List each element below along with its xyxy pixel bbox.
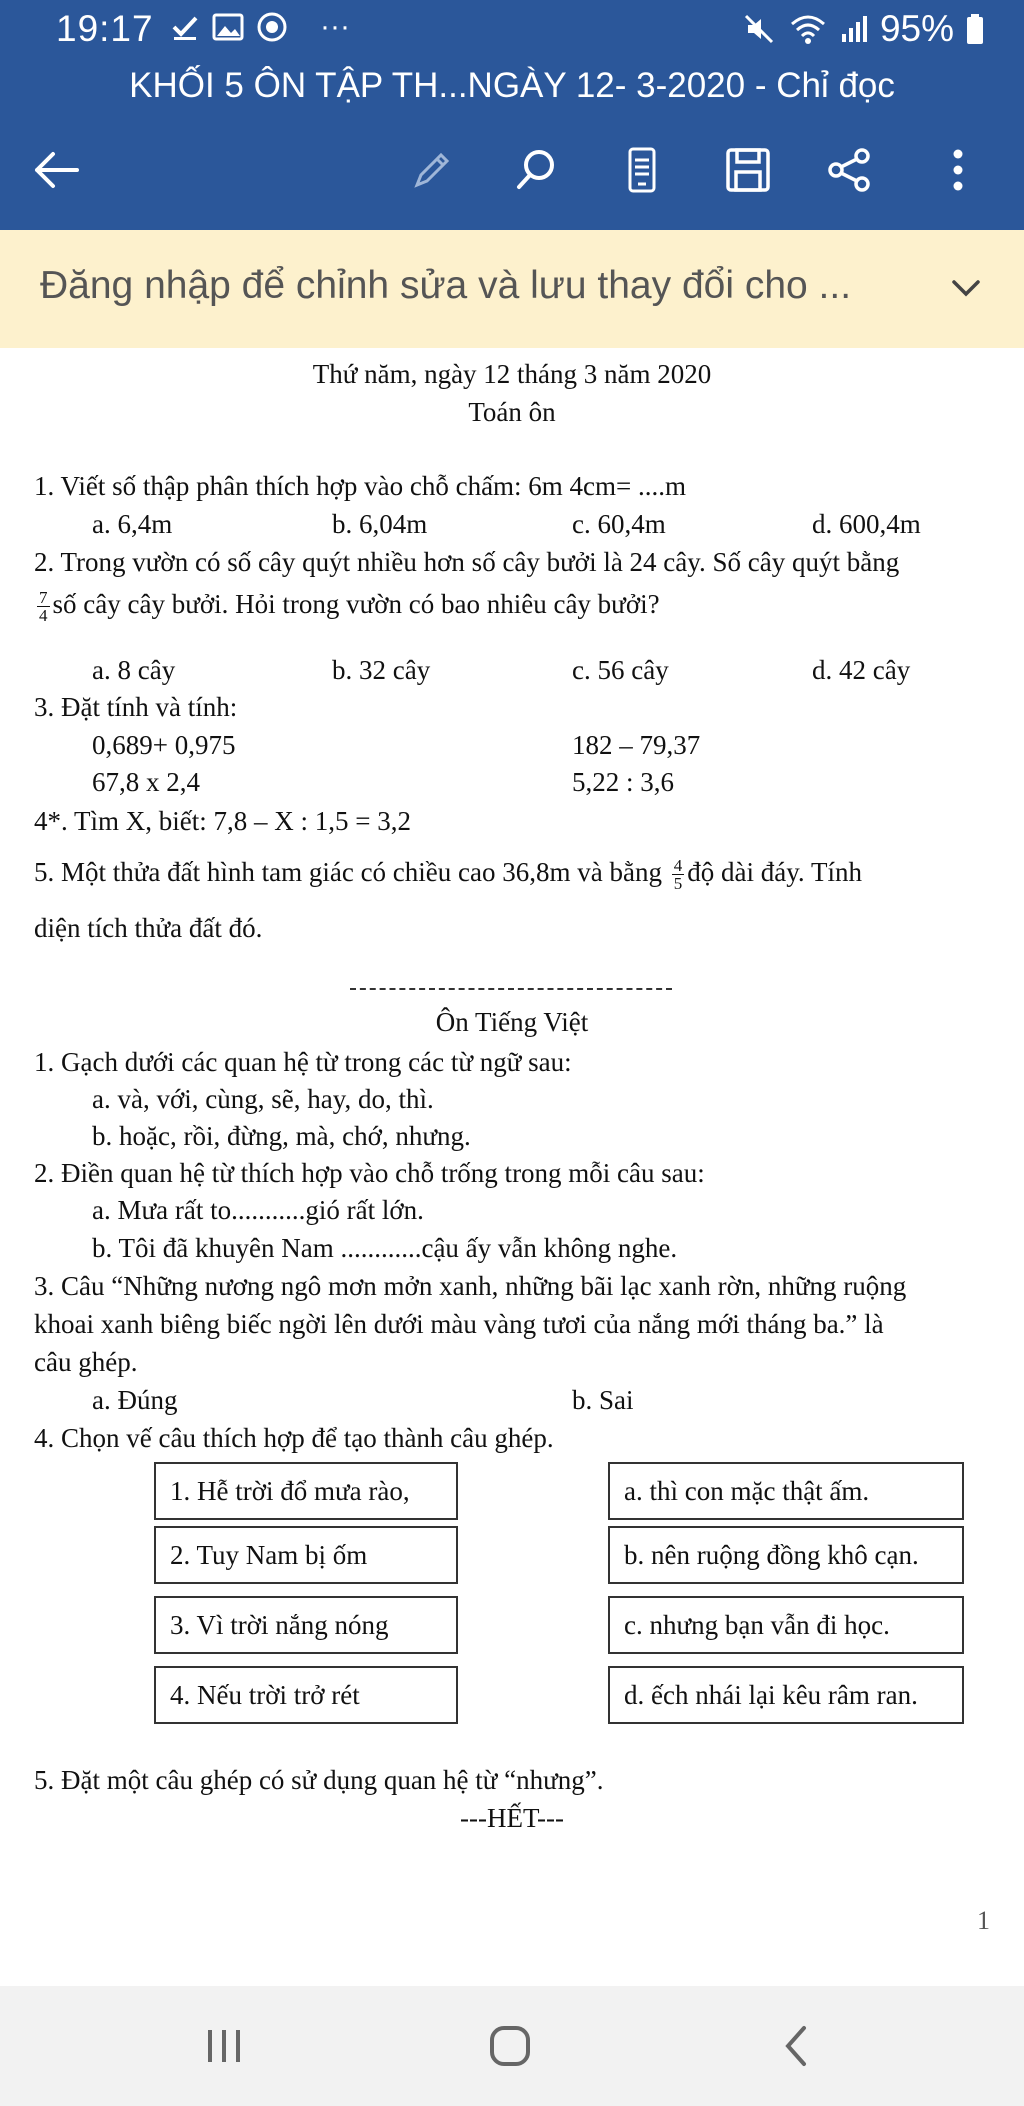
home-icon [488, 2024, 532, 2068]
signal-icon [840, 14, 868, 44]
document-date: Thứ năm, ngày 12 tháng 3 năm 2020 [312, 359, 712, 389]
gallery-icon [212, 12, 244, 42]
more-options-button[interactable] [926, 138, 990, 202]
q3-item: 182 – 79,37 [572, 730, 701, 760]
status-notifications [170, 10, 350, 44]
viet-q2-b: b. Tôi đã khuyên Nam ............cậu ấy vẫn không nghe. [92, 1233, 678, 1263]
v3-option: b. Sai [572, 1385, 634, 1415]
vietnamese-heading: Ôn Tiếng Việt [435, 1007, 589, 1037]
reading-view-button[interactable] [610, 138, 674, 202]
section-divider [350, 988, 672, 990]
viet-question-1: 1. Gạch dưới các quan hệ từ trong các từ ngữ sau: [34, 1047, 572, 1077]
back-arrow-icon [31, 150, 81, 190]
clause-box-left: 4. Nếu trời trở rét [154, 1666, 458, 1724]
save-button[interactable] [716, 138, 780, 202]
edit-button[interactable] [400, 138, 464, 202]
mobile-view-icon [622, 146, 662, 194]
fraction-7-4: $\frac{7}{4}$ [39, 588, 48, 626]
math-question-5: 5. Một thửa đất hình tam giác có chiều cao 36,8m và bằng $\frac{4}{5}$ độ dài đáy. Tính [34, 856, 862, 894]
search-button[interactable] [504, 138, 568, 202]
system-navigation-bar [0, 1986, 1024, 2106]
wifi-icon [788, 12, 828, 46]
viet-question-3-end: câu ghép. [34, 1347, 138, 1377]
status-right [742, 8, 984, 50]
q2-option: c. 56 cây [572, 655, 669, 685]
viet-question-5: 5. Đặt một câu ghép có sử dụng quan hệ từ “nhưng”. [34, 1765, 604, 1795]
viet-question-3: 3. Câu “Những nương ngô mơn mởn xanh, những bãi lạc xanh rờn, những ruộng [34, 1271, 907, 1301]
chevron-down-icon[interactable] [948, 270, 984, 306]
messenger-icon [256, 11, 288, 43]
recent-apps-icon [202, 2026, 246, 2066]
clause-box-right: c. nhưng bạn vẫn đi học. [608, 1596, 964, 1654]
pencil-icon [409, 147, 455, 193]
share-icon [826, 146, 874, 194]
viet-q1-b: b. hoặc, rồi, đừng, mà, chớ, nhưng. [92, 1121, 471, 1151]
more-notifications-icon: ··· [320, 10, 350, 43]
back-nav-button[interactable] [764, 2014, 828, 2078]
q3-item: 67,8 x 2,4 [92, 767, 200, 797]
q2-option: a. 8 cây [92, 655, 176, 685]
math-question-2-cont: $\frac{7}{4}$ số cây cây bưởi. Hỏi trong vườn có bao nhiêu cây bưởi? [39, 588, 660, 626]
status-time: 19:17 [56, 8, 154, 49]
clause-box-right: d. ếch nhái lại kêu râm ran. [608, 1666, 964, 1724]
clause-box-right: a. thì con mặc thật ấm. [608, 1462, 964, 1520]
document-page[interactable] [0, 348, 1024, 1986]
q1-option: c. 60,4m [572, 509, 666, 539]
end-marker: ---HẾT--- [460, 1803, 564, 1833]
q1-option: a. 6,4m [92, 509, 173, 539]
v3-option: a. Đúng [92, 1385, 178, 1415]
share-button[interactable] [818, 138, 882, 202]
battery-icon [966, 13, 984, 45]
clause-box-left: 3. Vì trời nắng nóng [154, 1596, 458, 1654]
math-question-5-cont: diện tích thửa đất đó. [34, 913, 263, 943]
q2-option: d. 42 cây [812, 655, 911, 685]
back-chevron-icon [778, 2024, 814, 2068]
math-question-1: 1. Viết số thập phân thích hợp vào chỗ chấm: 6m 4cm= ....m [34, 471, 687, 501]
viet-question-3-cont: khoai xanh biêng biếc ngời lên dưới màu vàng tươi của nắng mới tháng ba.” là [34, 1309, 884, 1339]
status-bar [0, 0, 1024, 62]
viet-q1-a: a. và, với, cùng, sẽ, hay, do, thì. [92, 1084, 434, 1114]
q1-option: d. 600,4m [812, 509, 921, 539]
more-vertical-icon [948, 146, 968, 194]
q3-item: 5,22 : 3,6 [572, 767, 675, 797]
page-number: 1 [977, 1906, 990, 1935]
search-icon [513, 147, 559, 193]
math-question-3: 3. Đặt tính và tính: [34, 692, 238, 722]
q1-option: b. 6,04m [332, 509, 428, 539]
back-button[interactable] [24, 138, 88, 202]
q3-item: 0,689+ 0,975 [92, 730, 236, 760]
toolbar [0, 130, 1024, 210]
math-question-2: 2. Trong vườn có số cây quýt nhiều hơn số cây bưởi là 24 cây. Số cây quýt bằng [34, 547, 900, 577]
viet-question-2: 2. Điền quan hệ từ thích hợp vào chỗ trống trong mỗi câu sau: [34, 1158, 705, 1188]
fraction-4-5: $\frac{4}{5}$ [673, 856, 683, 894]
q2-option: b. 32 cây [332, 655, 431, 685]
save-icon [724, 146, 772, 194]
viet-question-4: 4. Chọn vế câu thích hợp để tạo thành câu ghép. [34, 1423, 554, 1453]
banner-text: Đăng nhập để chỉnh sửa và lưu thay đổi cho ... [40, 264, 852, 307]
sign-in-banner[interactable] [0, 230, 1024, 348]
clause-box-left: 1. Hễ trời đổ mưa rào, [154, 1462, 458, 1520]
mute-icon [742, 12, 776, 46]
home-button[interactable] [478, 2014, 542, 2078]
viet-q2-a: a. Mưa rất to...........gió rất lớn. [92, 1195, 424, 1225]
math-heading: Toán ôn [468, 397, 556, 427]
document-title: KHỐI 5 ÔN TẬP TH...NGÀY 12- 3-2020 - Chỉ đọc [129, 66, 895, 105]
app-header [0, 0, 1024, 230]
download-done-icon [170, 12, 200, 42]
clause-box-left: 2. Tuy Nam bị ốm [154, 1526, 458, 1584]
recent-apps-button[interactable] [192, 2014, 256, 2078]
clause-box-right: b. nên ruộng đồng khô cạn. [608, 1526, 964, 1584]
math-question-4: 4*. Tìm X, biết: 7,8 – X : 1,5 = 3,2 [34, 806, 411, 836]
battery-level: 95% [879, 8, 954, 49]
